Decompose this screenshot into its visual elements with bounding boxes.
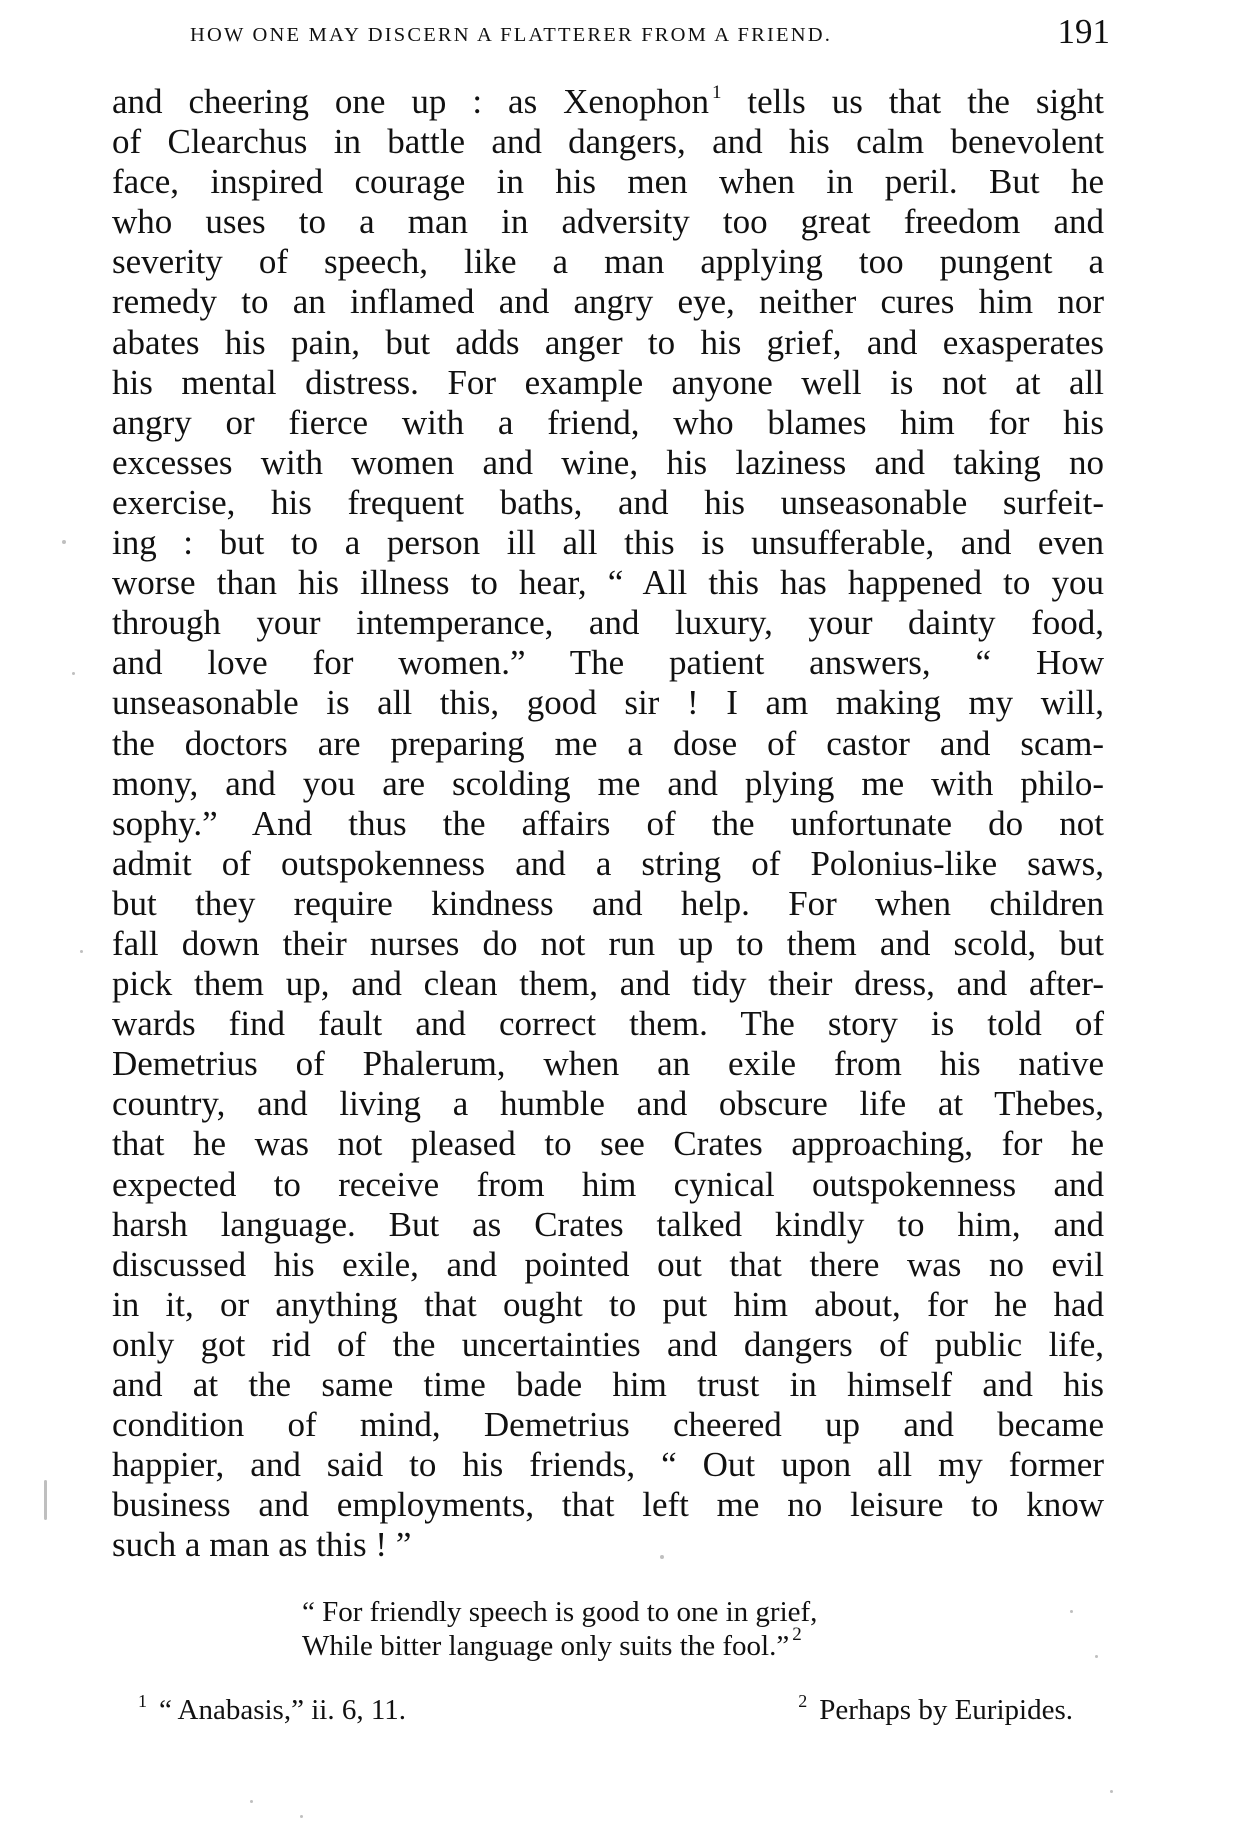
text-line: face, inspired courage in his men when in peril. But he (112, 162, 1104, 202)
scan-speck (80, 950, 83, 953)
text-line: his mental distress. For example anyone well is not at all (112, 362, 1104, 402)
text-line: unseasonable is all this, good sir ! I am making my will, (112, 683, 1104, 723)
footnote-text: Perhaps by Euripides. (819, 1694, 1073, 1726)
page-number: 191 (1057, 12, 1110, 51)
text-line: but they require kindness and help. For when children (112, 883, 1104, 923)
text-line: pick them up, and clean them, and tidy their dress, and after- (112, 964, 1104, 1004)
verse-quote (302, 1595, 942, 1663)
scan-speck (300, 1815, 303, 1818)
text-line: and love for women.” The patient answers, “ How (112, 643, 1104, 683)
verse-line (302, 1624, 942, 1663)
text-line: harsh language. But as Crates talked kindly to him, and (112, 1204, 1104, 1244)
footnote-reference: 2 (792, 1624, 802, 1645)
text-line: condition of mind, Demetrius cheered up and became (112, 1405, 1104, 1445)
text-line: worse than his illness to hear, “ All this has happened to you (112, 563, 1104, 603)
scan-speck (1110, 1790, 1113, 1793)
text-line-end: tells us that the sight (747, 82, 1104, 121)
scan-speck (250, 1800, 253, 1803)
text-line: and at the same time bade him trust in himself and his (112, 1365, 1104, 1404)
text-line: in it, or anything that ought to put him about, for he had (112, 1284, 1104, 1324)
footnotes (138, 1693, 1073, 1733)
text-line (112, 82, 1104, 122)
running-head (190, 14, 1110, 58)
text-line: happier, and said to his friends, “ Out upon all my former (112, 1445, 1104, 1485)
text-line: discussed his exile, and pointed out that there was no evil (112, 1244, 1104, 1284)
text-line: through your intemperance, and luxury, your dainty food, (112, 603, 1104, 643)
text-line: country, and living a humble and obscure life at Thebes, (112, 1084, 1104, 1124)
text-line: expected to receive from him cynical outspokenness and (112, 1164, 1104, 1204)
text-line: ing : but to a person ill all this is unsufferable, and even (112, 523, 1104, 563)
text-line: admit of outspokenness and a string of Polonius-like saws, (112, 843, 1104, 883)
text-line: mony, and you are scolding me and plying me with philo- (112, 763, 1104, 803)
text-line: of Clearchus in battle and dangers, and his calm benevolent (112, 122, 1104, 162)
verse-line-text: While bitter language only suits the fool.” (302, 1630, 790, 1662)
scan-speck (44, 1480, 47, 1520)
text-line: excesses with women and wine, his laziness and taking no (112, 442, 1104, 482)
text-line: such a man as this ! ” (112, 1525, 412, 1565)
verse-line: “ For friendly speech is good to one in grief, (302, 1596, 818, 1628)
text-line: Demetrius of Phalerum, when an exile from his native (112, 1044, 1104, 1084)
text-line: the doctors are preparing me a dose of castor and scam- (112, 723, 1104, 763)
body-text (112, 82, 1104, 1565)
scan-speck (62, 540, 66, 544)
scan-speck (1070, 1610, 1073, 1613)
scan-speck (1095, 1655, 1098, 1658)
text-line: exercise, his frequent baths, and his unseasonable surfeit- (112, 482, 1104, 522)
footnote-text: “ Anabasis,” ii. 6, 11. (159, 1694, 406, 1726)
footnote (138, 1693, 406, 1727)
text-line: who uses to a man in adversity too great freedom and (112, 202, 1104, 242)
text-line-start: and cheering one up : as Xenophon (112, 82, 709, 121)
text-line: that he was not pleased to see Crates approaching, for he (112, 1124, 1104, 1164)
text-line: business and employments, that left me no leisure to know (112, 1485, 1104, 1525)
text-line: severity of speech, like a man applying too pungent a (112, 242, 1104, 282)
footnote-reference: 1 (711, 82, 722, 103)
scan-speck (660, 1555, 664, 1559)
footnote-mark: 1 (138, 1691, 147, 1711)
text-line: abates his pain, but adds anger to his grief, and exasperates (112, 322, 1104, 362)
text-line: remedy to an inflamed and angry eye, neither cures him nor (112, 282, 1104, 322)
text-line: wards find fault and correct them. The story is told of (112, 1004, 1104, 1044)
footnote (798, 1693, 1073, 1727)
scan-speck (72, 672, 75, 675)
footnote-mark: 2 (798, 1691, 808, 1711)
text-line: only got rid of the uncertainties and dangers of public life, (112, 1324, 1104, 1364)
text-line: fall down their nurses do not run up to them and scold, but (112, 923, 1104, 963)
text-line: sophy.” And thus the affairs of the unfortunate do not (112, 803, 1104, 843)
text-line: angry or fierce with a friend, who blames him for his (112, 402, 1104, 442)
running-title: HOW ONE MAY DISCERN A FLATTERER FROM A FRIEND. (190, 24, 833, 46)
